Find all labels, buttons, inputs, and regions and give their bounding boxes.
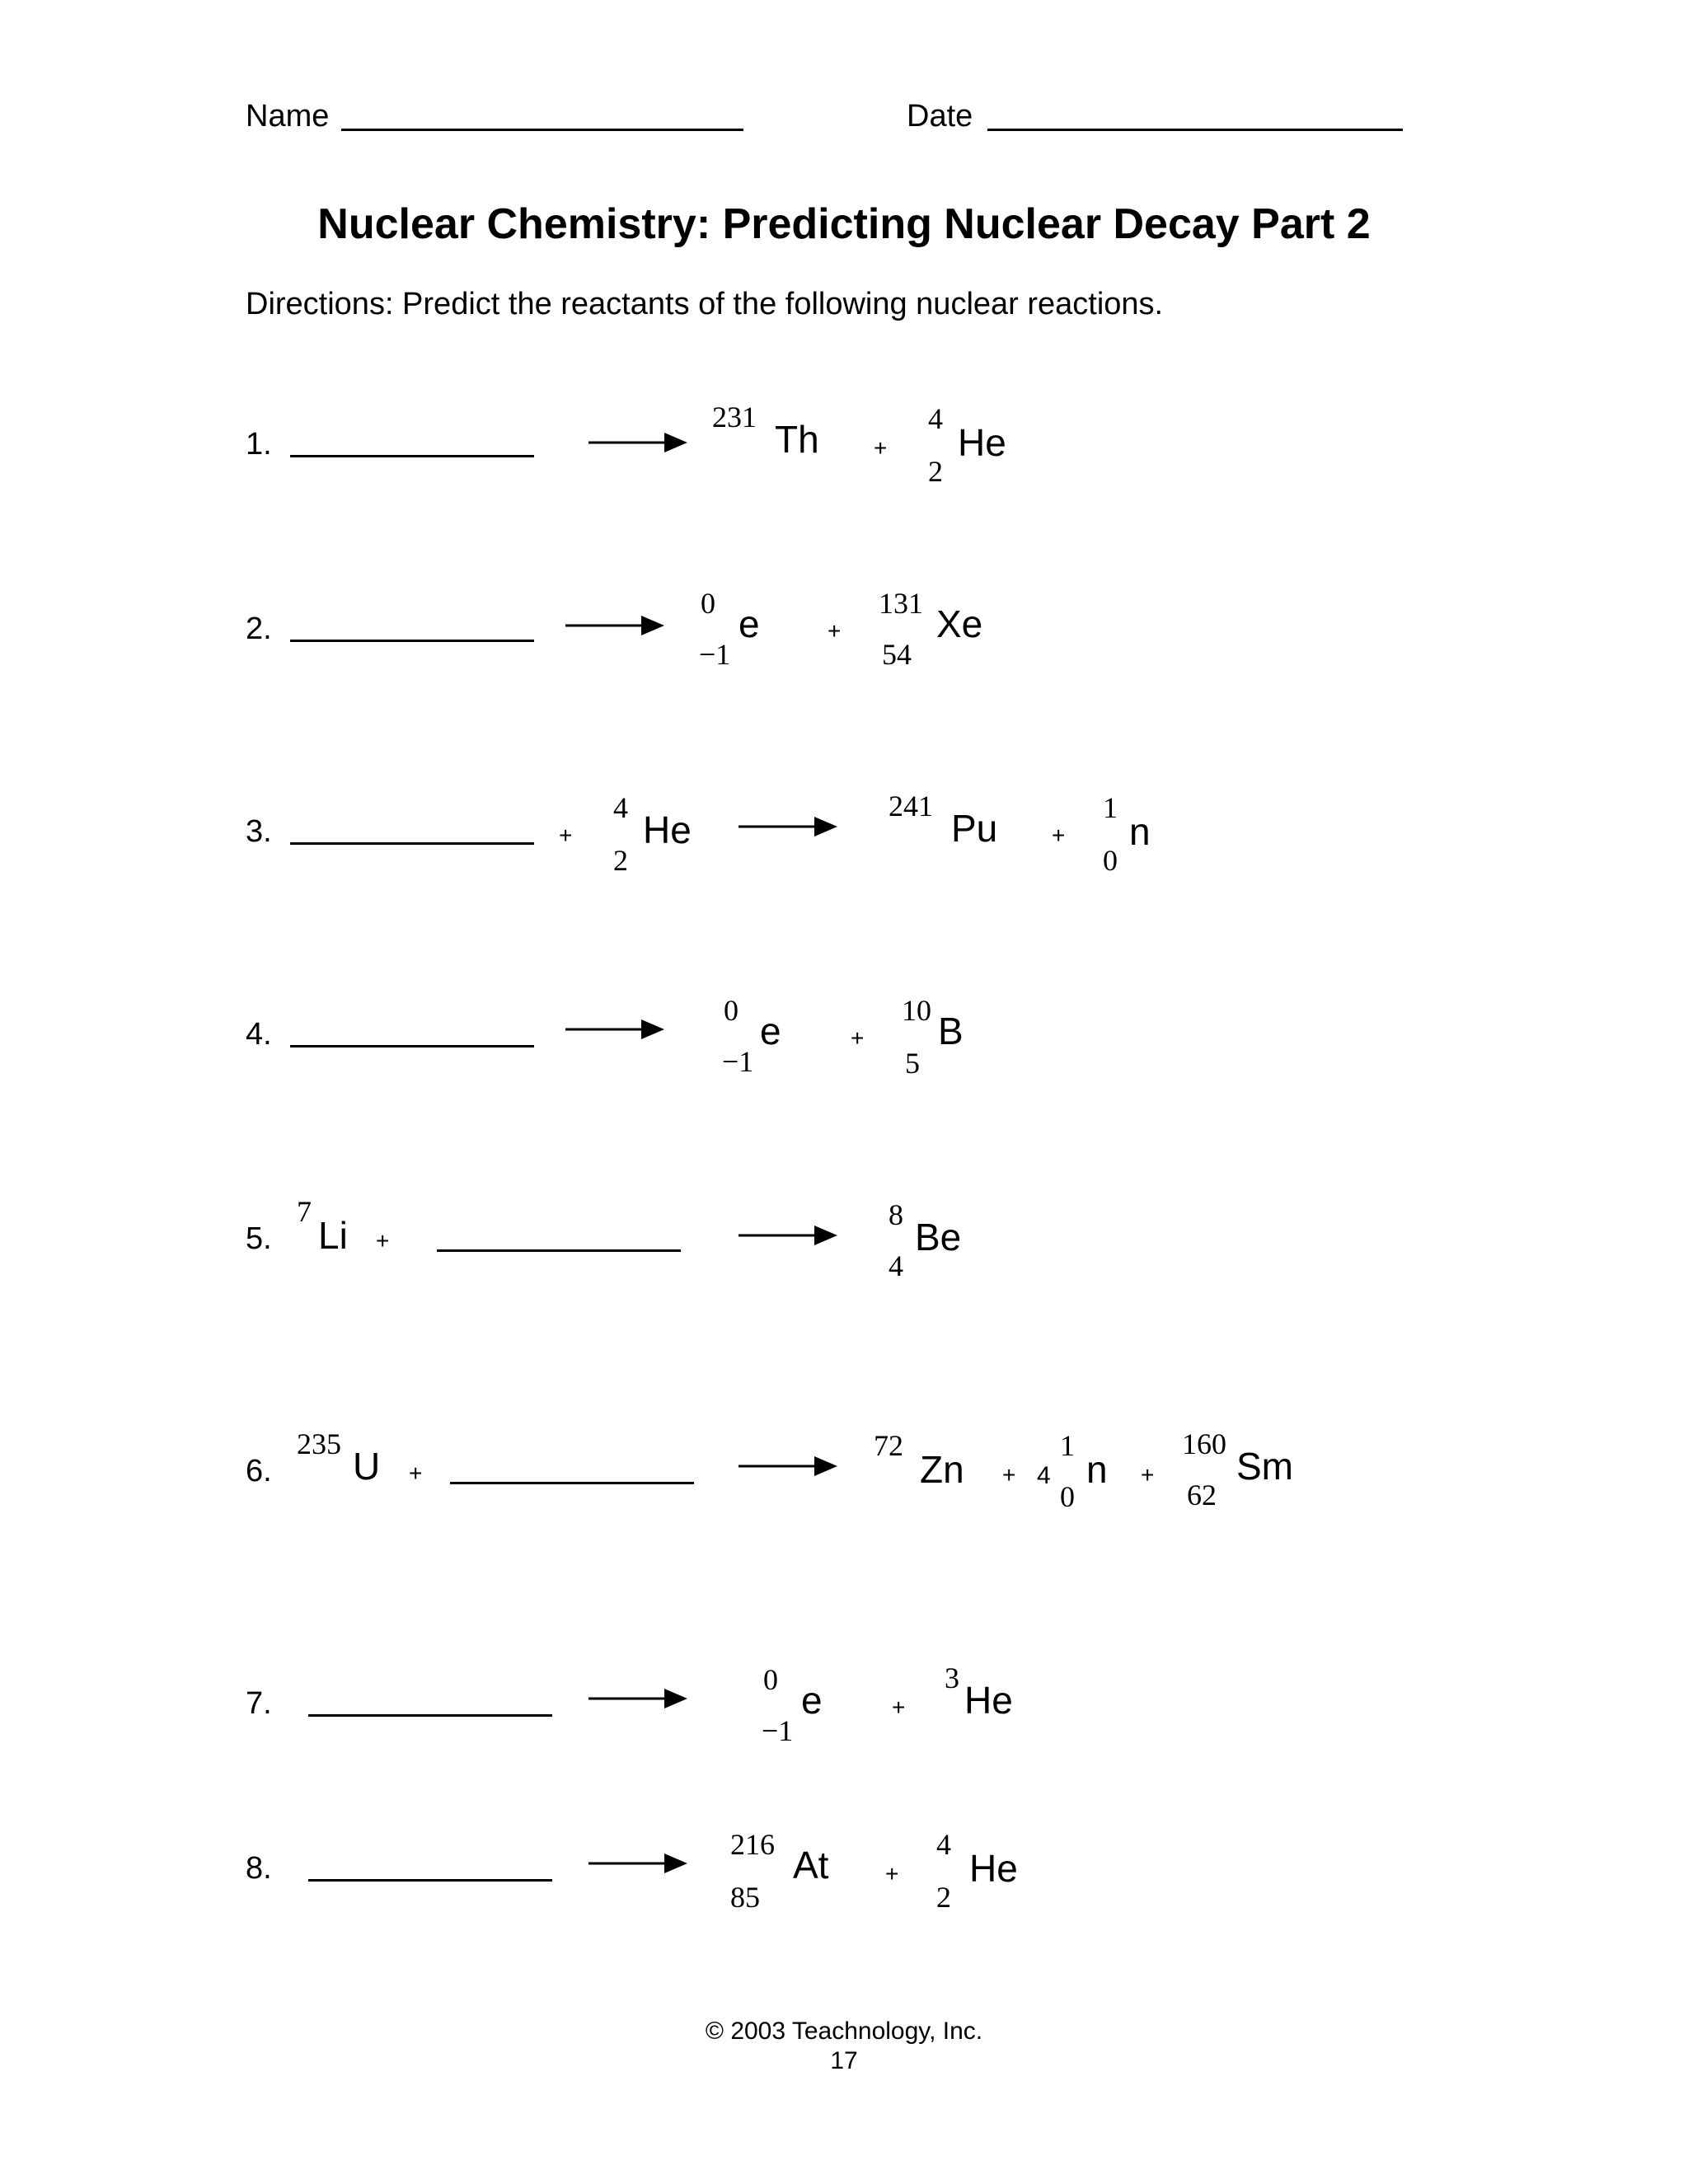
copyright-text: © 2003 Teachnology, Inc. (705, 2018, 983, 2045)
mass-number: 4 (936, 1828, 951, 1861)
element-symbol: Zn (920, 1448, 964, 1491)
plus-sign: + (1002, 1462, 1016, 1488)
element-symbol: He (643, 808, 692, 851)
element-symbol: Li (318, 1214, 348, 1257)
page-number: 17 (830, 2047, 858, 2074)
mass-number: 241 (889, 790, 933, 823)
mass-number: 1 (1060, 1429, 1075, 1462)
directions-text: Directions: Predict the reactants of the following nuclear reactions. (246, 287, 1164, 321)
reaction-arrow (588, 1849, 687, 1877)
plus-sign: + (376, 1228, 390, 1254)
plus-sign: + (1052, 823, 1066, 848)
mass-number: 235 (297, 1427, 341, 1460)
question-number: 3. (246, 814, 272, 849)
atomic-number: 4 (889, 1249, 903, 1282)
question-number: 7. (246, 1686, 272, 1721)
reaction-arrow (738, 1452, 837, 1480)
plus-sign: + (1141, 1462, 1155, 1488)
mass-number: 231 (712, 401, 757, 434)
question-number: 8. (246, 1851, 272, 1886)
plus-sign: + (828, 618, 842, 644)
question-number: 2. (246, 612, 272, 646)
reaction-arrow (565, 612, 664, 640)
atomic-number: −1 (762, 1714, 794, 1747)
atomic-number: −1 (699, 638, 731, 671)
atomic-number: 2 (928, 455, 943, 488)
element-symbol: B (938, 1010, 964, 1052)
element-symbol: Xe (936, 602, 983, 645)
plus-sign: + (409, 1460, 423, 1486)
answer-blank-4[interactable] (290, 1045, 534, 1047)
mass-number: 3 (945, 1661, 959, 1694)
atomic-number: 0 (1060, 1480, 1075, 1513)
answer-blank-1[interactable] (290, 455, 534, 457)
atomic-number: 0 (1103, 844, 1118, 877)
mass-number: 10 (902, 994, 931, 1027)
plus-sign: + (851, 1025, 865, 1051)
plus-sign: + (874, 435, 888, 461)
element-symbol: e (738, 602, 760, 645)
name-field[interactable] (341, 129, 743, 131)
reaction-arrow (588, 1685, 687, 1713)
element-symbol: He (958, 421, 1006, 464)
date-field[interactable] (987, 129, 1403, 131)
question-number: 1. (246, 427, 272, 462)
plus-sign: + (892, 1694, 906, 1720)
element-symbol: Be (915, 1216, 962, 1258)
element-symbol: He (969, 1847, 1018, 1890)
element-symbol: Pu (951, 807, 998, 850)
question-number: 6. (246, 1454, 272, 1488)
reaction-arrow (738, 1221, 837, 1249)
atomic-number: 5 (905, 1047, 920, 1080)
mass-number: 7 (297, 1195, 312, 1228)
element-symbol: At (793, 1844, 829, 1886)
atomic-number: 85 (730, 1881, 760, 1914)
plus-sign: + (559, 823, 573, 848)
element-symbol: e (801, 1679, 823, 1722)
answer-blank-2[interactable] (290, 640, 534, 642)
mass-number: 160 (1182, 1427, 1226, 1460)
reaction-arrow (588, 429, 687, 457)
mass-number: 4 (613, 791, 628, 824)
plus-sign: + (885, 1861, 899, 1886)
atomic-number: 62 (1187, 1479, 1217, 1511)
element-symbol: Sm (1236, 1445, 1293, 1488)
element-symbol: n (1086, 1448, 1108, 1491)
name-label: Name (246, 99, 330, 134)
atomic-number: 2 (936, 1881, 951, 1914)
atomic-number: 54 (882, 638, 912, 671)
coefficient: 4 (1037, 1462, 1051, 1489)
atomic-number: −1 (722, 1045, 754, 1078)
reaction-arrow (565, 1015, 664, 1043)
atomic-number: 2 (613, 844, 628, 877)
element-symbol: e (760, 1010, 781, 1052)
answer-blank-7[interactable] (308, 1714, 552, 1717)
mass-number: 216 (730, 1828, 775, 1861)
question-number: 5. (246, 1221, 272, 1256)
answer-blank-8[interactable] (308, 1879, 552, 1882)
mass-number: 1 (1103, 791, 1118, 824)
mass-number: 0 (724, 994, 738, 1027)
element-symbol: He (964, 1679, 1013, 1722)
question-number: 4. (246, 1017, 272, 1052)
element-symbol: U (353, 1445, 381, 1488)
element-symbol: n (1129, 810, 1151, 853)
answer-blank-3[interactable] (290, 842, 534, 845)
answer-blank-6[interactable] (450, 1482, 694, 1484)
mass-number: 8 (889, 1198, 903, 1231)
mass-number: 4 (928, 402, 943, 435)
mass-number: 131 (879, 587, 923, 620)
page-title: Nuclear Chemistry: Predicting Nuclear Decay Part 2 (317, 200, 1371, 248)
date-label: Date (907, 99, 973, 134)
reaction-arrow (738, 813, 837, 841)
mass-number: 0 (763, 1663, 778, 1696)
element-symbol: Th (775, 418, 819, 461)
answer-blank-5[interactable] (437, 1249, 681, 1252)
mass-number: 0 (701, 587, 715, 620)
mass-number: 72 (874, 1429, 903, 1462)
